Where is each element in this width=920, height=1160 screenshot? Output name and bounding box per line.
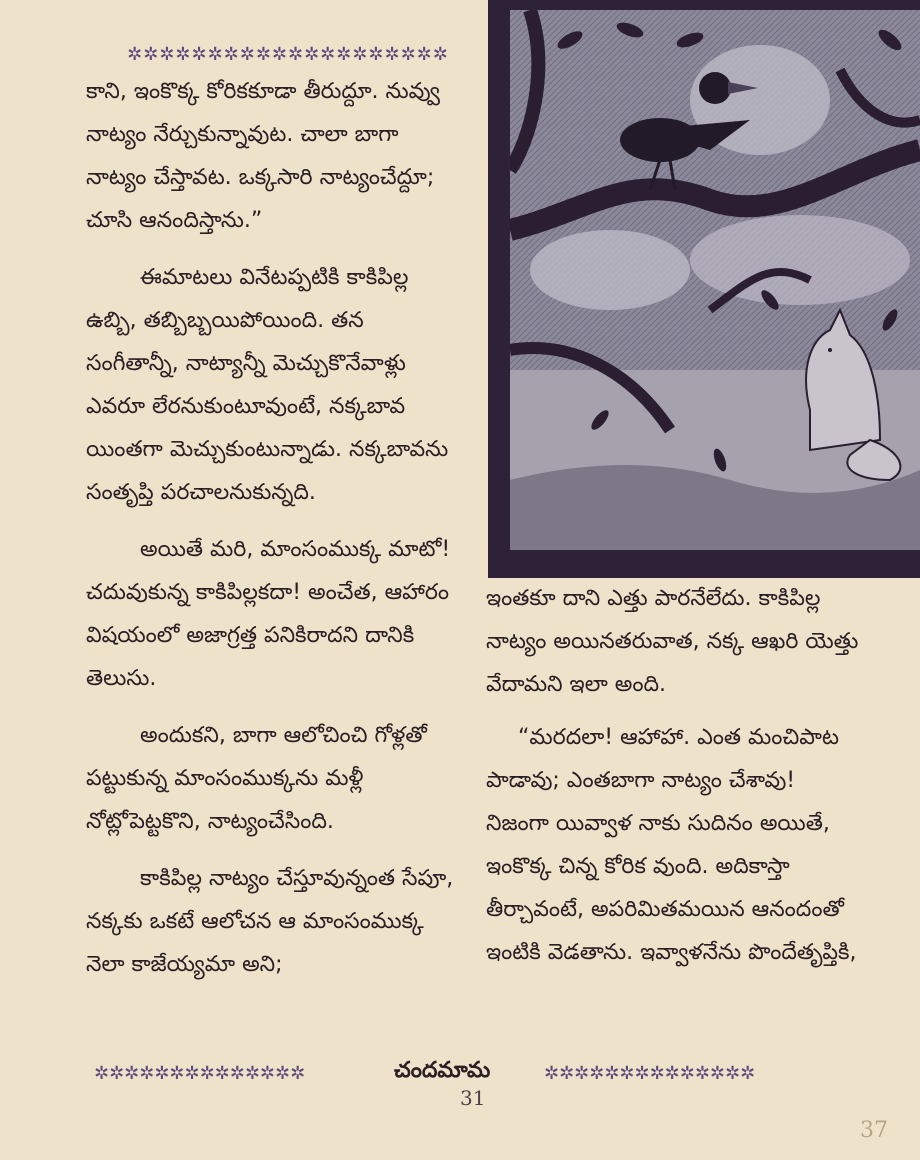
left-text-column bbox=[86, 70, 462, 1000]
handwritten-margin-number: 37 bbox=[860, 1118, 888, 1143]
top-ornament: ✲✲✲✲✲✲✲✲✲✲✲✲✲✲✲✲✲✲✲✲ bbox=[127, 43, 449, 65]
paragraph: ఈమాటలు వినేటప్పటికి కాకిపిల్ల ఉబ్బి, తబ్బిబ్బయిపోయింది. తన సంగీతాన్నీ, నాట్యాన్నీ మెచ్చుకొనేవాళ్లు ఎవరూ లేరనుకుంటూవుంటే, నక్కబావ యింతగా మెచ్చుకుంటున్నాడు. నక్కబావను సంతృప్తి పరచాలనుకున్నది. bbox=[86, 265, 449, 505]
paragraph: “మరదలా! ఆహాహా. ఎంత మంచిపాట పాడావు; ఎంతబాగా నాట్యం చేశావు! నిజంగా యివ్వాళ నాకు సుదినం అయితే, ఇంకొక్క చిన్న కోరిక వుంది. అదికాస్తా తీర్చావంటే, అపరిమితమయిన ఆనందంతో ఇంటికి వెడతాను. ఇవ్వాళనేను పొందేతృప్తికి, bbox=[486, 725, 857, 965]
footer-left-ornament: ✲✲✲✲✲✲✲✲✲✲✲✲✲✲ bbox=[94, 1062, 306, 1084]
paragraph: కాని, ఇంకొక్క కోరికకూడా తీరుద్దూ. నువ్వు నాట్యం నేర్చుకున్నావుట. చాలా బాగా నాట్యం చేస్తావట. ఒక్కసారి నాట్యంచేద్దూ; చూసి ఆనందిస్తాను.” bbox=[86, 79, 440, 233]
footer-right-ornament: ✲✲✲✲✲✲✲✲✲✲✲✲✲✲ bbox=[544, 1062, 756, 1084]
paragraph: కాకిపిల్ల నాట్యం చేస్తూవున్నంత సేపూ, నక్కకు ఒకటే ఆలోచన ఆ మాంసంముక్క నెలా కాజేయ్యమా అని; bbox=[86, 866, 454, 977]
paragraph: అందుకని, బాగా ఆలోచించి గోళ్లతో పట్టుకున్న మాంసంముక్కను మళ్లీ నోట్లోపెట్టకొని, నాట్యంచేసింది. bbox=[86, 723, 427, 834]
page-number: 31 bbox=[460, 1086, 486, 1110]
illustration-drawing bbox=[510, 10, 920, 550]
magazine-name: చందమామ bbox=[394, 1058, 491, 1083]
right-text-column bbox=[486, 577, 860, 984]
paragraph: ఇంతకూ దాని ఎత్తు పారనేలేదు. కాకిపిల్ల నాట్యం అయినతరువాత, నక్క ఆఖరి యెత్తు వేదామని ఇలా అంది. bbox=[486, 586, 859, 697]
crow-and-fox-illustration bbox=[488, 0, 920, 578]
paragraph: అయితే మరి, మాంసంముక్క మాటో! చదువుకున్న కాకిపిల్లకదా! అంచేత, ఆహారం విషయంలో అజాగ్రత్త పనికిరాదని దానికి తెలుసు. bbox=[86, 537, 451, 691]
